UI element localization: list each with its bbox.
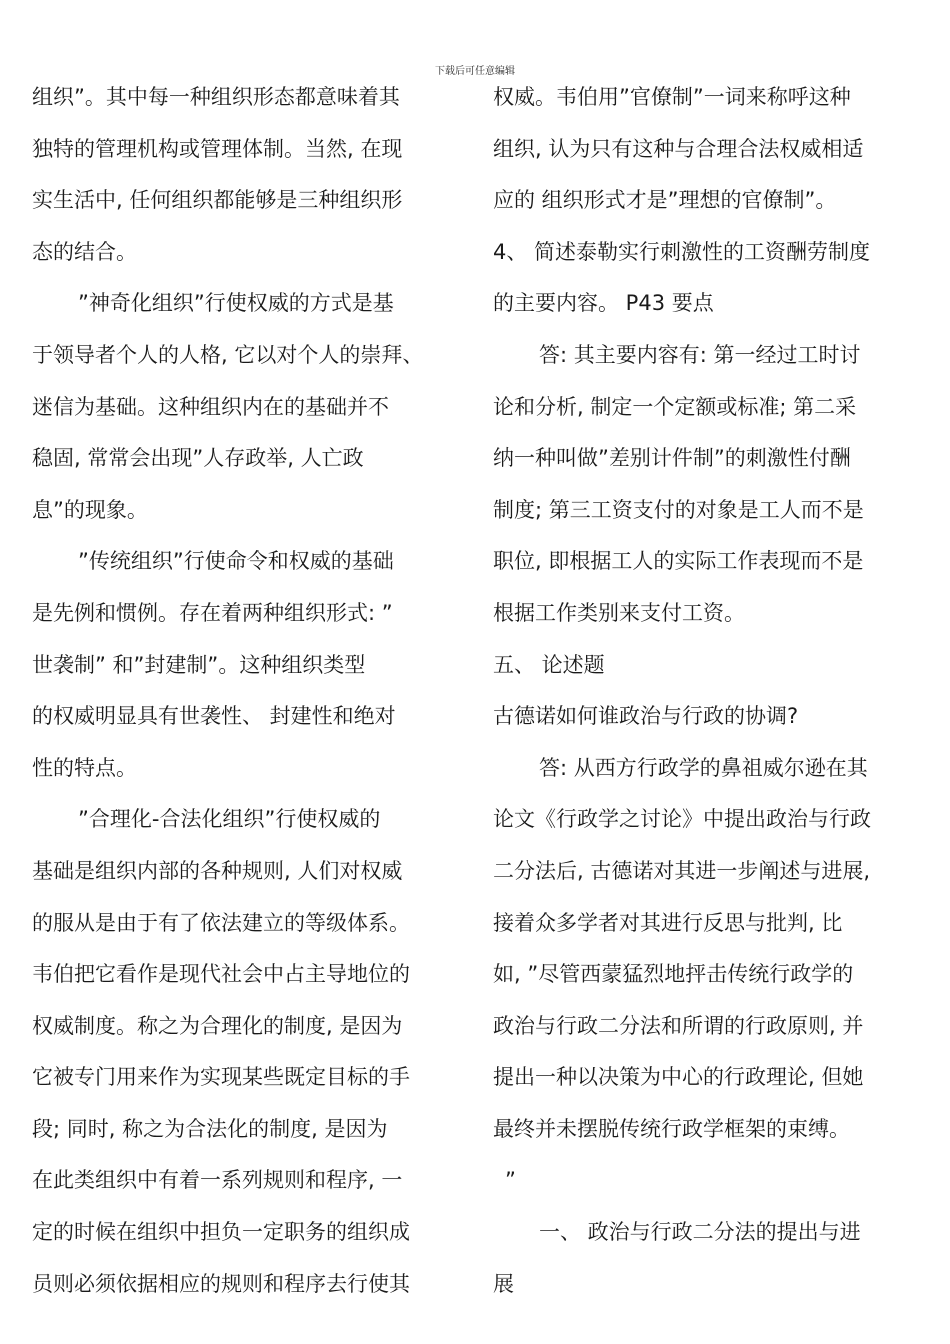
- subsection-heading: 一、 政治与行政二分法的提出与进: [539, 1220, 861, 1245]
- text-line: 在此类组织中有着一系列规则和程序, 一: [32, 1168, 403, 1193]
- header-note: 下载后可任意编辑: [435, 66, 515, 77]
- text-line: 职位, 即根据工人的实际工作表现而不是: [493, 549, 864, 574]
- text-line: 提出一种以决策为中心的行政理论, 但她: [493, 1065, 864, 1090]
- text-line: 展: [493, 1271, 514, 1296]
- text-line: 员则必须依据相应的规则和程序去行使其: [32, 1271, 410, 1296]
- text-line: 是先例和惯例。存在着两种组织形式: ”: [32, 600, 393, 625]
- text-line: 世袭制” 和”封建制”。这种组织类型: [32, 652, 366, 677]
- text-line: ”神奇化组织”行使权威的方式是基: [78, 291, 394, 316]
- text-line: 基础是组织内部的各种规则, 人们对权威: [32, 858, 403, 883]
- text-line: 接着众多学者对其进行反思与批判, 比: [493, 910, 843, 935]
- text-line: 组织, 认为只有这种与合理合法权威相适: [493, 136, 864, 161]
- text-line: 的主要内容。 P43 要点: [493, 291, 714, 316]
- text-line: 纳一种叫做”差别计件制”的刺激性付酬: [493, 446, 851, 471]
- text-line: 韦伯把它看作是现代社会中占主导地位的: [32, 962, 410, 987]
- text-line: 的权威明显具有世袭性、 封建性和绝对: [32, 704, 396, 729]
- text-line: 它被专门用来作为实现某些既定目标的手: [32, 1065, 410, 1090]
- text-line: 二分法后, 古德诺对其进一步阐述与进展,: [493, 858, 871, 883]
- text-line: 最终并未摆脱传统行政学框架的束缚。: [493, 1116, 850, 1141]
- right-column: [493, 72, 928, 1310]
- text-line: 权威。韦伯用”官僚制”一词来称呼这种: [493, 85, 851, 109]
- answer-line: 答: 从西方行政学的鼻祖威尔逊在其: [539, 755, 868, 780]
- question-heading: 4、 简述泰勒实行刺激性的工资酬劳制度: [493, 239, 871, 264]
- text-line: 根据工作类别来支付工资。: [493, 600, 745, 625]
- question-heading: 古德诺如何谁政治与行政的协调?: [493, 704, 799, 729]
- answer-line: 答: 其主要内容有: 第一经过工时讨: [539, 342, 861, 367]
- text-line: 迷信为基础。这种组织内在的基础并不: [32, 394, 389, 419]
- text-line: 的服从是由于有了依法建立的等级体系。: [32, 910, 410, 935]
- text-line: 息”的现象。: [32, 497, 148, 522]
- text-line: ”传统组织”行使命令和权威的基础: [78, 549, 394, 574]
- left-column: [32, 72, 464, 1310]
- text-line: 定的时候在组织中担负一定职务的组织成: [32, 1220, 410, 1245]
- text-line: 于领导者个人的人格, 它以对个人的崇拜、: [32, 342, 424, 367]
- text-line: 制度; 第三工资支付的对象是工人而不是: [493, 497, 864, 522]
- text-line: 论和分析, 制定一个定额或标准; 第二采: [493, 394, 857, 419]
- text-line: 稳固, 常常会出现”人存政举, 人亡政: [32, 446, 364, 471]
- text-line: 态的结合。: [32, 239, 137, 264]
- text-line: 论文《行政学之讨论》中提出政治与行政: [493, 807, 871, 832]
- text-line: 政治与行政二分法和所谓的行政原则, 并: [493, 1013, 864, 1038]
- text-line: 权威制度。称之为合理化的制度, 是因为: [32, 1013, 403, 1038]
- text-line: 性的特点。: [32, 755, 137, 780]
- section-heading: 五、 论述题: [493, 652, 605, 677]
- text-line: ”合理化-合法化组织”行使权威的: [78, 807, 381, 832]
- text-line: 应的 组织形式才是”理想的官僚制”。: [493, 188, 837, 213]
- text-line: 实生活中, 任何组织都能够是三种组织形: [32, 188, 403, 213]
- text-line: 段; 同时, 称之为合法化的制度, 是因为: [32, 1116, 388, 1141]
- text-line: 组织”。其中每一种组织形态都意味着其: [32, 85, 400, 109]
- text-line: 如, ”尽管西蒙猛烈地抨击传统行政学的: [493, 962, 854, 987]
- text-line: 独特的管理机构或管理体制。当然, 在现: [32, 136, 403, 161]
- text-line: ”: [505, 1168, 516, 1193]
